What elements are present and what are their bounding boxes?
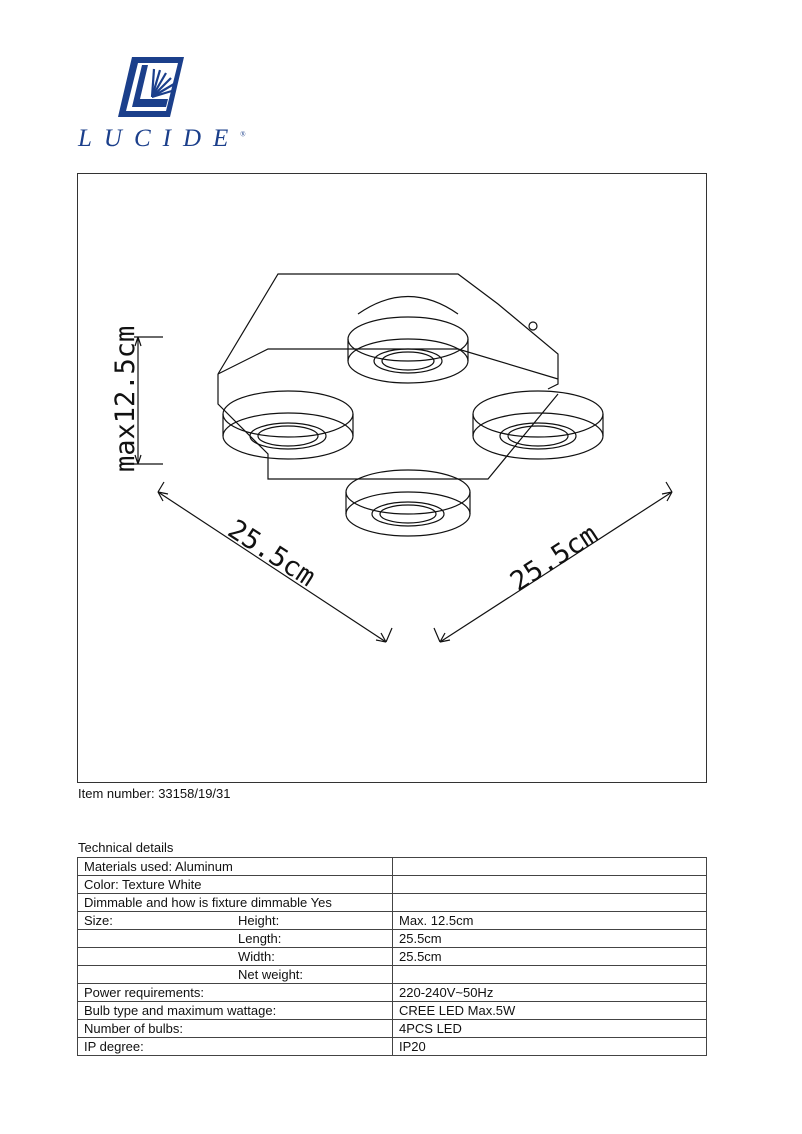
size-label: Size: — [84, 913, 113, 928]
net-weight-value — [393, 966, 707, 984]
net-weight-label: Net weight: — [238, 967, 304, 982]
ip-value: IP20 — [393, 1038, 707, 1056]
product-drawing-frame — [77, 173, 707, 783]
table-row — [78, 894, 707, 912]
materials-value — [393, 858, 707, 876]
color-cell: Color: Texture White — [78, 876, 393, 894]
table-row — [78, 948, 707, 966]
dimmable-cell: Dimmable and how is fixture dimmable Yes — [78, 894, 393, 912]
materials-cell: Materials used: Aluminum — [78, 858, 393, 876]
width-cell — [78, 948, 393, 966]
table-row — [78, 1038, 707, 1056]
product-drawing — [78, 174, 708, 784]
table-row — [78, 858, 707, 876]
color-value — [393, 876, 707, 894]
table-row — [78, 1002, 707, 1020]
length-label: Length: — [238, 931, 282, 946]
height-dimension-label: max12.5cm — [110, 325, 141, 472]
width-dimension-label: 25.5cm — [504, 518, 604, 598]
length-cell — [78, 930, 393, 948]
width-value: 25.5cm — [393, 948, 707, 966]
bulbs-count-cell: Number of bulbs: — [78, 1020, 393, 1038]
technical-details-title: Technical details — [78, 840, 174, 855]
net-weight-cell — [78, 966, 393, 984]
table-row — [78, 930, 707, 948]
width-label: Width: — [238, 949, 275, 964]
specs-table — [77, 857, 707, 1056]
table-row — [78, 912, 707, 930]
height-label: Height: — [238, 913, 280, 928]
dimmable-value — [393, 894, 707, 912]
bulb-value: CREE LED Max.5W — [393, 1002, 707, 1020]
table-row — [78, 1020, 707, 1038]
bulb-cell: Bulb type and maximum wattage: — [78, 1002, 393, 1020]
table-row — [78, 984, 707, 1002]
power-value: 220-240V~50Hz — [393, 984, 707, 1002]
size-height-cell — [78, 912, 393, 930]
table-row — [78, 876, 707, 894]
height-value: Max. 12.5cm — [393, 912, 707, 930]
length-value: 25.5cm — [393, 930, 707, 948]
item-number: Item number: 33158/19/31 — [78, 786, 231, 801]
power-cell: Power requirements: — [78, 984, 393, 1002]
table-row — [78, 966, 707, 984]
lucide-wordmark: LUCIDE® — [78, 125, 246, 152]
ip-cell: IP degree: — [78, 1038, 393, 1056]
lucide-logo — [78, 55, 246, 160]
length-dimension-label: 25.5cm — [222, 513, 321, 593]
bulbs-count-value: 4PCS LED — [393, 1020, 707, 1038]
lucide-logo-mark-icon — [118, 55, 188, 119]
